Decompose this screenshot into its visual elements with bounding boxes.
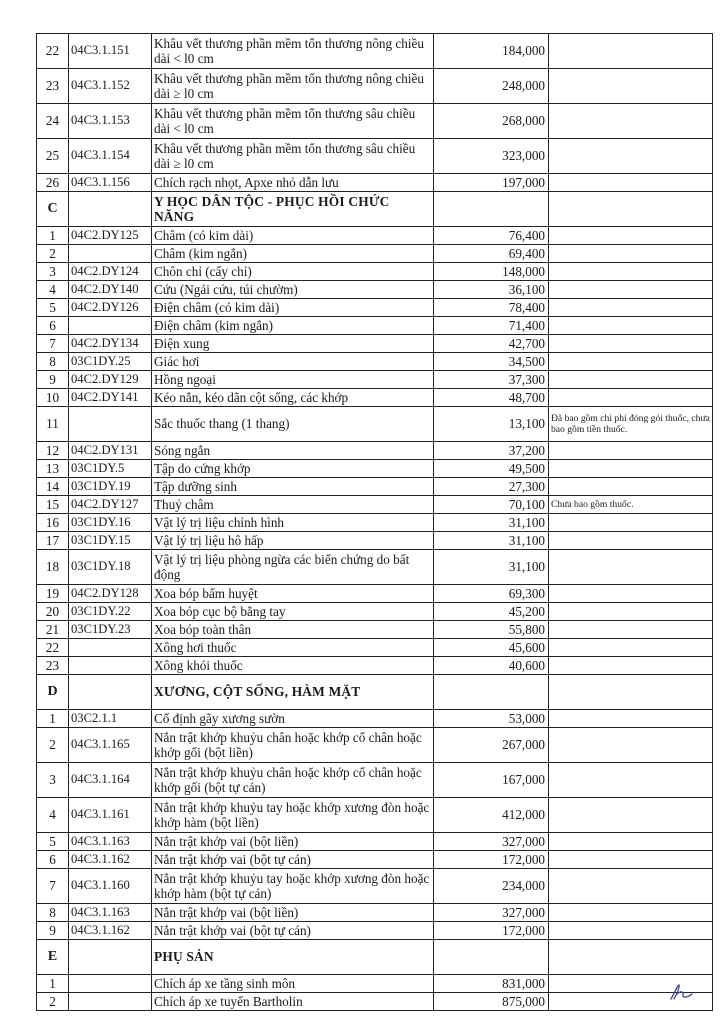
row-number: 2 [37, 728, 69, 763]
service-code: 04C3.1.152 [69, 69, 152, 104]
service-price: 13,100 [434, 407, 549, 442]
service-name: Xoa bóp toàn thân [152, 621, 434, 639]
service-price: 172,000 [434, 851, 549, 869]
service-note [549, 227, 713, 245]
service-code: 03C1DY.19 [69, 478, 152, 496]
service-note [549, 532, 713, 550]
row-number: 23 [37, 657, 69, 675]
table-row [37, 763, 713, 798]
service-code [69, 657, 152, 675]
service-price: 327,000 [434, 904, 549, 922]
row-number: 22 [37, 639, 69, 657]
service-name: Tập dưỡng sinh [152, 478, 434, 496]
section-letter: D [37, 675, 69, 710]
service-name: Khâu vết thương phần mềm tổn thương nông chiều dài < l0 cm [152, 34, 434, 69]
service-name: Giác hơi [152, 353, 434, 371]
service-name: Điện châm (có kim dài) [152, 299, 434, 317]
service-note [549, 657, 713, 675]
service-name: Điện xung [152, 335, 434, 353]
table-row [37, 603, 713, 621]
service-name: Sắc thuốc thang (1 thang) [152, 407, 434, 442]
service-note [549, 335, 713, 353]
service-note [549, 34, 713, 69]
row-number: 24 [37, 104, 69, 139]
service-price: 49,500 [434, 460, 549, 478]
row-number: 26 [37, 174, 69, 192]
service-code: 04C2.DY124 [69, 263, 152, 281]
section-header-row [37, 940, 713, 975]
service-price: 148,000 [434, 263, 549, 281]
table-row [37, 317, 713, 335]
row-number: 23 [37, 69, 69, 104]
table-row [37, 851, 713, 869]
service-name: Nắn trật khớp khuỷu tay hoặc khớp xương đòn hoặc khớp hàm (bột liền) [152, 798, 434, 833]
service-name: Khâu vết thương phần mềm tổn thương nông chiều dài ≥ l0 cm [152, 69, 434, 104]
service-price: 71,400 [434, 317, 549, 335]
service-price: 42,700 [434, 335, 549, 353]
service-price: 69,300 [434, 585, 549, 603]
service-name: Nắn trật khớp vai (bột liền) [152, 904, 434, 922]
service-name: Xông khói thuốc [152, 657, 434, 675]
service-code: 04C3.1.163 [69, 904, 152, 922]
service-code [69, 975, 152, 993]
service-note [549, 550, 713, 585]
table-row [37, 335, 713, 353]
table-row [37, 585, 713, 603]
service-code [69, 407, 152, 442]
service-name: Điện châm (kim ngắn) [152, 317, 434, 335]
row-number: 11 [37, 407, 69, 442]
row-number: 19 [37, 585, 69, 603]
row-number: 17 [37, 532, 69, 550]
table-row [37, 34, 713, 69]
service-note [549, 621, 713, 639]
service-name: Tập do cứng khớp [152, 460, 434, 478]
row-number: 2 [37, 245, 69, 263]
service-note [549, 104, 713, 139]
table-row [37, 263, 713, 281]
service-code: 04C3.1.164 [69, 763, 152, 798]
service-price [434, 675, 549, 710]
service-note [549, 514, 713, 532]
service-code [69, 675, 152, 710]
table-row [37, 639, 713, 657]
service-name: Sóng ngắn [152, 442, 434, 460]
service-code: 03C1DY.23 [69, 621, 152, 639]
table-row [37, 460, 713, 478]
row-number: 25 [37, 139, 69, 174]
service-code: 03C1DY.16 [69, 514, 152, 532]
service-note [549, 763, 713, 798]
service-price: 53,000 [434, 710, 549, 728]
service-code: 04C2.DY129 [69, 371, 152, 389]
section-header-row [37, 675, 713, 710]
service-note [549, 710, 713, 728]
service-name: Nắn trật khớp vai (bột liền) [152, 833, 434, 851]
row-number: 10 [37, 389, 69, 407]
service-price: 412,000 [434, 798, 549, 833]
service-price: 323,000 [434, 139, 549, 174]
service-name: Nắn trật khớp khuỷu tay hoặc khớp xương đòn hoặc khớp hàm (bột tự cán) [152, 869, 434, 904]
table-row [37, 993, 713, 1011]
row-number: 12 [37, 442, 69, 460]
table-row [37, 69, 713, 104]
table-row [37, 407, 713, 442]
table-row [37, 389, 713, 407]
section-letter: E [37, 940, 69, 975]
section-header-row [37, 192, 713, 227]
service-name: Châm (kim ngắn) [152, 245, 434, 263]
service-note [549, 798, 713, 833]
table-row [37, 227, 713, 245]
section-title: PHỤ SẢN [152, 940, 434, 975]
table-row [37, 833, 713, 851]
table-row [37, 532, 713, 550]
row-number: 9 [37, 371, 69, 389]
service-note [549, 922, 713, 940]
service-note [549, 639, 713, 657]
service-code: 04C3.1.154 [69, 139, 152, 174]
table-row [37, 975, 713, 993]
row-number: 13 [37, 460, 69, 478]
row-number: 9 [37, 922, 69, 940]
service-code: 04C3.1.165 [69, 728, 152, 763]
service-price: 27,300 [434, 478, 549, 496]
row-number: 5 [37, 299, 69, 317]
table-row [37, 621, 713, 639]
service-note [549, 281, 713, 299]
service-code: 04C2.DY141 [69, 389, 152, 407]
service-code: 04C3.1.163 [69, 833, 152, 851]
service-note [549, 299, 713, 317]
service-price [434, 192, 549, 227]
section-title: XƯƠNG, CỘT SỐNG, HÀM MẶT [152, 675, 434, 710]
service-price-table [36, 33, 713, 1011]
row-number: 2 [37, 993, 69, 1011]
service-code [69, 993, 152, 1011]
service-code: 04C3.1.162 [69, 851, 152, 869]
service-code: 04C3.1.151 [69, 34, 152, 69]
row-number: 1 [37, 227, 69, 245]
service-code: 04C3.1.156 [69, 174, 152, 192]
service-name: Khâu vết thương phần mềm tổn thương sâu chiều dài < l0 cm [152, 104, 434, 139]
service-code: 04C3.1.153 [69, 104, 152, 139]
service-name: Vật lý trị liệu hô hấp [152, 532, 434, 550]
service-name: Xoa bóp bấm huyệt [152, 585, 434, 603]
service-note [549, 869, 713, 904]
service-code: 03C1DY.22 [69, 603, 152, 621]
service-price: 37,300 [434, 371, 549, 389]
service-code [69, 317, 152, 335]
table-row [37, 550, 713, 585]
table-row [37, 922, 713, 940]
row-number: 16 [37, 514, 69, 532]
row-number: 15 [37, 496, 69, 514]
service-price: 31,100 [434, 514, 549, 532]
row-number: 3 [37, 763, 69, 798]
service-price: 268,000 [434, 104, 549, 139]
service-code: 04C3.1.161 [69, 798, 152, 833]
service-note [549, 833, 713, 851]
service-name: Xoa bóp cục bộ bằng tay [152, 603, 434, 621]
section-letter: C [37, 192, 69, 227]
service-name: Chích rạch nhọt, Apxe nhỏ dẫn lưu [152, 174, 434, 192]
table-row [37, 496, 713, 514]
service-note [549, 851, 713, 869]
service-price: 167,000 [434, 763, 549, 798]
table-row [37, 869, 713, 904]
table-row [37, 281, 713, 299]
service-price: 248,000 [434, 69, 549, 104]
service-code: 03C1DY.25 [69, 353, 152, 371]
service-name: Chích áp xe tuyến Bartholin [152, 993, 434, 1011]
table-row [37, 478, 713, 496]
row-number: 4 [37, 798, 69, 833]
service-note [549, 389, 713, 407]
row-number: 22 [37, 34, 69, 69]
service-note [549, 371, 713, 389]
service-name: Khâu vết thương phần mềm tổn thương sâu chiều dài ≥ l0 cm [152, 139, 434, 174]
service-note [549, 603, 713, 621]
service-name: Cứu (Ngải cứu, túi chườm) [152, 281, 434, 299]
service-code: 03C2.1.1 [69, 710, 152, 728]
service-price: 234,000 [434, 869, 549, 904]
service-note [549, 245, 713, 263]
row-number: 7 [37, 869, 69, 904]
service-name: Chích áp xe tầng sinh môn [152, 975, 434, 993]
service-note [549, 728, 713, 763]
table-row [37, 728, 713, 763]
table-row [37, 371, 713, 389]
row-number: 6 [37, 317, 69, 335]
service-note [549, 263, 713, 281]
initials-signature [668, 982, 696, 1002]
service-name: Thuỷ châm [152, 496, 434, 514]
service-name: Cố định gãy xương sườn [152, 710, 434, 728]
service-code: 04C3.1.162 [69, 922, 152, 940]
service-price: 45,200 [434, 603, 549, 621]
row-number: 4 [37, 281, 69, 299]
service-price: 76,400 [434, 227, 549, 245]
service-price: 78,400 [434, 299, 549, 317]
service-code: 04C2.DY127 [69, 496, 152, 514]
table-row [37, 442, 713, 460]
service-price: 48,700 [434, 389, 549, 407]
table-row [37, 514, 713, 532]
service-price [434, 940, 549, 975]
row-number: 14 [37, 478, 69, 496]
table-row [37, 353, 713, 371]
service-price: 327,000 [434, 833, 549, 851]
service-name: Nắn trật khớp vai (bột tự cán) [152, 851, 434, 869]
service-code: 03C1DY.18 [69, 550, 152, 585]
table-row [37, 904, 713, 922]
service-code: 04C2.DY128 [69, 585, 152, 603]
service-note [549, 940, 713, 975]
table-row [37, 104, 713, 139]
table-row [37, 657, 713, 675]
table-row [37, 798, 713, 833]
service-code [69, 245, 152, 263]
service-name: Vật lý trị liệu phòng ngừa các biến chứng do bất động [152, 550, 434, 585]
service-note [549, 353, 713, 371]
service-price: 267,000 [434, 728, 549, 763]
row-number: 1 [37, 710, 69, 728]
service-note [549, 174, 713, 192]
row-number: 6 [37, 851, 69, 869]
service-price: 31,100 [434, 550, 549, 585]
service-price: 69,400 [434, 245, 549, 263]
service-note [549, 675, 713, 710]
service-name: Châm (có kim dài) [152, 227, 434, 245]
service-code: 03C1DY.5 [69, 460, 152, 478]
service-name: Nắn trật khớp khuỷu chân hoặc khớp cổ chân hoặc khớp gối (bột liền) [152, 728, 434, 763]
row-number: 3 [37, 263, 69, 281]
service-code: 04C2.DY126 [69, 299, 152, 317]
row-number: 18 [37, 550, 69, 585]
service-price: 45,600 [434, 639, 549, 657]
service-price: 172,000 [434, 922, 549, 940]
service-code: 03C1DY.15 [69, 532, 152, 550]
service-price: 875,000 [434, 993, 549, 1011]
row-number: 20 [37, 603, 69, 621]
service-name: Kéo nắn, kéo dãn cột sống, các khớp [152, 389, 434, 407]
service-note [549, 460, 713, 478]
row-number: 8 [37, 904, 69, 922]
row-number: 21 [37, 621, 69, 639]
service-price: 831,000 [434, 975, 549, 993]
row-number: 7 [37, 335, 69, 353]
row-number: 5 [37, 833, 69, 851]
service-name: Nắn trật khớp khuỷu chân hoặc khớp cổ chân hoặc khớp gối (bột tự cán) [152, 763, 434, 798]
service-code: 04C2.DY134 [69, 335, 152, 353]
service-price: 184,000 [434, 34, 549, 69]
service-note [549, 317, 713, 335]
service-code: 04C3.1.160 [69, 869, 152, 904]
service-price: 37,200 [434, 442, 549, 460]
table-row [37, 710, 713, 728]
service-note: Chưa bao gồm thuốc. [549, 496, 713, 514]
service-note [549, 69, 713, 104]
service-code [69, 192, 152, 227]
service-note [549, 904, 713, 922]
service-note [549, 192, 713, 227]
price-list-page [36, 33, 712, 1011]
service-price: 197,000 [434, 174, 549, 192]
service-code: 04C2.DY125 [69, 227, 152, 245]
service-price: 55,800 [434, 621, 549, 639]
service-note [549, 478, 713, 496]
service-price: 40,600 [434, 657, 549, 675]
table-row [37, 139, 713, 174]
service-name: Vật lý trị liệu chỉnh hình [152, 514, 434, 532]
service-name: Hồng ngoại [152, 371, 434, 389]
service-name: Nắn trật khớp vai (bột tự cán) [152, 922, 434, 940]
row-number: 1 [37, 975, 69, 993]
table-row [37, 299, 713, 317]
row-number: 8 [37, 353, 69, 371]
table-row [37, 245, 713, 263]
service-note [549, 139, 713, 174]
service-price: 36,100 [434, 281, 549, 299]
service-name: Xông hơi thuốc [152, 639, 434, 657]
section-title: Y HỌC DÂN TỘC - PHỤC HỒI CHỨC NĂNG [152, 192, 434, 227]
service-price: 31,100 [434, 532, 549, 550]
service-name: Chôn chỉ (cấy chỉ) [152, 263, 434, 281]
service-code [69, 639, 152, 657]
service-price: 70,100 [434, 496, 549, 514]
service-note: Đã bao gồm chi phí đóng gói thuốc, chưa bao gồm tiền thuốc. [549, 407, 713, 442]
service-price: 34,500 [434, 353, 549, 371]
service-code [69, 940, 152, 975]
service-code: 04C2.DY140 [69, 281, 152, 299]
service-note [549, 585, 713, 603]
service-note [549, 442, 713, 460]
service-code: 04C2.DY131 [69, 442, 152, 460]
table-row [37, 174, 713, 192]
